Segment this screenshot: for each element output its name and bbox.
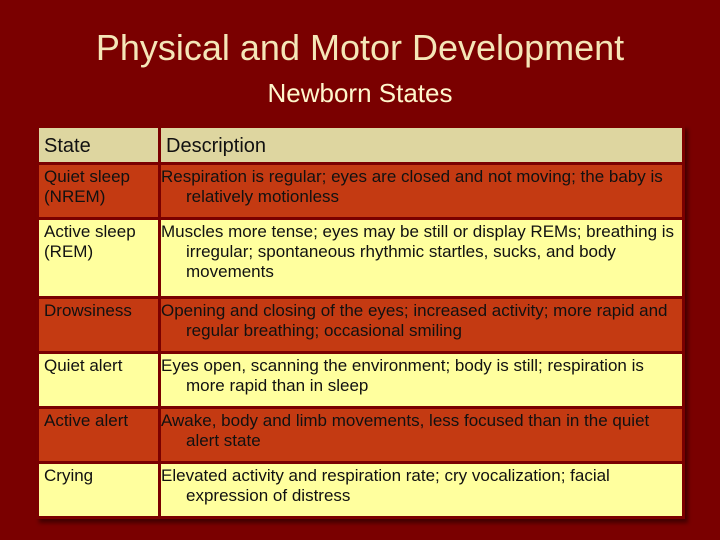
header-description: Description <box>160 127 684 164</box>
table-row <box>38 164 684 219</box>
table-header-row <box>38 127 684 164</box>
description-cell: Muscles more tense; eyes may be still or display REMs; breathing is irregular; spontaneous rhythmic startles, sucks, and body movements <box>160 219 684 298</box>
state-cell: Drowsiness <box>38 298 160 353</box>
table-row <box>38 219 684 298</box>
table-row <box>38 408 684 463</box>
description-cell: Elevated activity and respiration rate; cry vocalization; facial expression of distress <box>160 463 684 518</box>
state-cell: Quiet alert <box>38 353 160 408</box>
state-cell: Crying <box>38 463 160 518</box>
state-cell: Active sleep (REM) <box>38 219 160 298</box>
table-row <box>38 463 684 518</box>
state-cell: Quiet sleep (NREM) <box>38 164 160 219</box>
slide-subtitle: Newborn States <box>267 78 453 108</box>
description-cell: Respiration is regular; eyes are closed and not moving; the baby is relatively motionless <box>160 164 684 219</box>
description-cell: Awake, body and limb movements, less focused than in the quiet alert state <box>160 408 684 463</box>
state-cell: Active alert <box>38 408 160 463</box>
table-row <box>38 353 684 408</box>
description-cell: Eyes open, scanning the environment; body is still; respiration is more rapid than in sleep <box>160 353 684 408</box>
header-state: State <box>38 127 160 164</box>
slide-title: Physical and Motor Development <box>95 27 625 68</box>
newborn-states-table <box>36 125 685 519</box>
table-row <box>38 298 684 353</box>
description-cell: Opening and closing of the eyes; increased activity; more rapid and regular breathing; occasional smiling <box>160 298 684 353</box>
